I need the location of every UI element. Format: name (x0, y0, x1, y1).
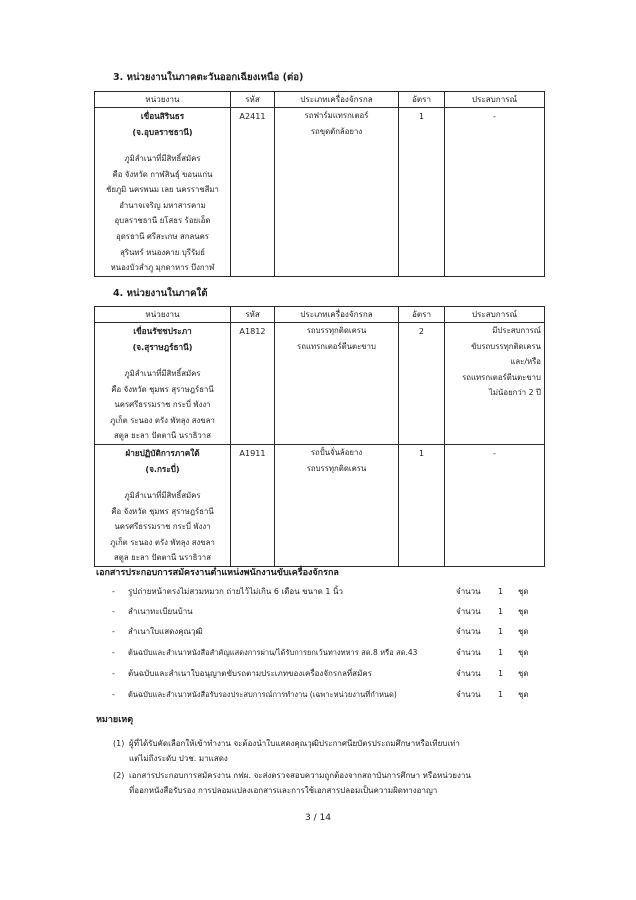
experience-line: มีประสบการณ์ (492, 326, 541, 335)
quantity-unit: ชุด (518, 690, 529, 699)
header-rate: อัตรา (399, 92, 445, 108)
quantity: 1 (498, 690, 504, 699)
machine-line: รถขุดตักล้อยาง (310, 126, 363, 136)
bullet-dash: - (112, 627, 115, 636)
experience-line: - (493, 447, 496, 458)
area-line: สตูล ยะลา ปัตตานี นราธิวาส (114, 431, 211, 441)
table-header-row (95, 307, 545, 323)
machine-type-cell (275, 444, 399, 566)
remark-note (113, 736, 533, 766)
note-label: (2) (113, 771, 125, 780)
unit-name: เขื่อนรัชชประภา (133, 326, 192, 336)
note-line: ที่ออกหนังสือรับรอง การปลอมแปลงเอกสารและการใช้เอกสารปลอมเป็นความผิดทางอาญา (129, 786, 438, 795)
remark-note (113, 768, 533, 798)
document-text: สำเนาทะเบียนบ้าน (128, 607, 193, 616)
eligible-area (98, 488, 227, 566)
remarks-title: หมายเหตุ (96, 715, 134, 725)
area-line: สุรินทร์ หนองคาย บุรีรัมย์ (120, 247, 205, 257)
area-line: ภูมิลำเนาที่มีสิทธิ์สมัคร (124, 369, 201, 378)
code-cell: A1812 (231, 323, 275, 445)
note-label: (1) (113, 739, 125, 748)
document-item (112, 687, 532, 703)
note-body (129, 768, 533, 798)
bullet-dash: - (112, 607, 115, 616)
area-line: นครศรีธรรมราช กระบี่ พังงา (114, 522, 211, 532)
area-line: อุบลราชธานี ยโสธร ร้อยเอ็ด (114, 216, 211, 226)
header-machine-type: ประเภทเครื่องจักรกล (275, 92, 399, 108)
quantity-unit: ชุด (518, 587, 529, 596)
document-item (112, 584, 532, 600)
document-text: สำเนาใบแสดงคุณวุฒิ (128, 627, 203, 636)
amount-label: จำนวน (456, 627, 481, 636)
quantity-unit: ชุด (518, 627, 529, 636)
page-number: 3 / 14 (305, 813, 331, 823)
area-line: ภูมิลำเนาที่มีสิทธิ์สมัคร (124, 154, 201, 163)
area-line: คือ จังหวัด ชุมพร สุราษฎร์ธานี (111, 384, 214, 394)
experience-cell (445, 108, 545, 277)
note-line: เอกสารประกอบการสมัครงาน กฟผ. จะส่งตรวจสอบความถูกต้องจากสถาบันการศึกษา หรือหน่วยงาน (129, 771, 471, 780)
bullet-dash: - (112, 669, 115, 678)
unit-province: (จ.อุบลราชธานี) (132, 127, 193, 137)
experience-line: ขับรถบรรทุกติดเครน (471, 341, 541, 351)
area-line: ภูเก็ต ระนอง ตรัง พัทลุง สงขลา (110, 415, 215, 425)
area-line: ภูเก็ต ระนอง ตรัง พัทลุง สงขลา (110, 537, 215, 547)
document-item (112, 604, 532, 620)
section-4-title: 4. หน่วยงานในภาคใต้ (113, 288, 208, 299)
document-text: ต้นฉบับและสำเนาใบอนุญาตขับรถตามประเภทของเครื่องจักรกลที่สมัคร (128, 669, 372, 678)
quantity: 1 (498, 587, 504, 596)
quantity-unit: ชุด (518, 607, 529, 616)
note-line: แต่ไม่ถึงระดับ ปวช. มาแสดง (129, 754, 228, 763)
document-text: รูปถ่ายหน้าตรงไม่สวมหมวก ถ่ายไว้ไม่เกิน 6 เดือน ขนาด 1 นิ้ว (128, 587, 343, 596)
unit-province: (จ.สุราษฎร์ธานี) (132, 342, 193, 352)
machine-type-cell (275, 108, 399, 277)
rate-cell: 1 (399, 108, 445, 277)
area-line: อุดรธานี ศรีสะเกษ สกลนคร (116, 231, 209, 241)
area-line: ภูมิลำเนาที่มีสิทธิ์สมัคร (124, 490, 201, 500)
rate-cell: 1 (399, 444, 445, 566)
amount-label: จำนวน (456, 669, 481, 678)
amount-label: จำนวน (456, 690, 481, 699)
header-experience: ประสบการณ์ (445, 307, 545, 323)
area-line: ชัยภูมิ นครพนม เลย นครราชสีมา (106, 185, 219, 195)
area-line: คือ จังหวัด ชุมพร สุราษฎร์ธานี (111, 506, 214, 516)
document-text: ต้นฉบับและสำเนาหนังสือสำคัญแสดงการผ่าน/ได้รับการยกเว้นทางทหาร สด.8 หรือ สด.43 (128, 648, 418, 657)
bullet-dash: - (112, 690, 115, 699)
experience-line: - (493, 111, 496, 121)
table-row (95, 108, 545, 277)
experience-line: และ/หรือ (510, 357, 541, 367)
unit-name: เขื่อนสิรินธร (140, 111, 185, 121)
experience-cell (445, 323, 545, 445)
quantity: 1 (498, 669, 504, 678)
eligible-area (98, 366, 227, 444)
machine-line: รถปั้นจั่นล้อยาง (310, 447, 363, 457)
bullet-dash: - (112, 648, 115, 657)
quantity: 1 (498, 648, 504, 657)
document-item (112, 666, 532, 682)
code-cell: A2411 (231, 108, 275, 277)
table-row (95, 444, 545, 566)
machine-type-cell (275, 323, 399, 445)
experience-line: ไม่น้อยกว่า 2 ปี (489, 388, 541, 398)
note-body (129, 736, 533, 766)
header-machine-type: ประเภทเครื่องจักรกล (275, 307, 399, 323)
document-text: ต้นฉบับและสำเนาหนังสือรับรองประสบการณ์การทำงาน (เฉพาะหน่วยงานที่กำหนด) (128, 690, 397, 699)
header-rate: อัตรา (399, 307, 445, 323)
header-code: รหัส (231, 307, 275, 323)
document-item (112, 624, 532, 640)
unit-cell (95, 444, 231, 566)
header-experience: ประสบการณ์ (445, 92, 545, 108)
note-line: ผู้ที่ได้รับคัดเลือกให้เข้าทำงาน จะต้องนำใบแสดงคุณวุฒิประกาศนียบัตรประถมศึกษาหรือเทียบเท่า (129, 739, 460, 748)
table-row (95, 323, 545, 445)
section-3-title: 3. หน่วยงานในภาคตะวันออกเฉียงเหนือ (ต่อ) (113, 72, 304, 83)
amount-label: จำนวน (456, 607, 481, 616)
unit-cell (95, 108, 231, 277)
unit-cell (95, 323, 231, 445)
bullet-dash: - (112, 587, 115, 596)
rate-cell: 2 (399, 323, 445, 445)
machine-line: รถบรรทุกติดเครน (306, 463, 367, 473)
section-3-table (94, 91, 545, 277)
experience-cell (445, 444, 545, 566)
header-unit: หน่วยงาน (95, 92, 231, 108)
unit-name: ฝ่ายปฏิบัติการภาคใต้ (125, 447, 200, 458)
machine-line: รถบรรทุกติดเครน (306, 326, 367, 335)
experience-line: รถแทรกเตอร์ตีนตะขาบ (462, 372, 541, 382)
section-4-table (94, 306, 545, 567)
header-code: รหัส (231, 92, 275, 108)
quantity-unit: ชุด (518, 648, 529, 657)
quantity: 1 (498, 607, 504, 616)
area-line: อำนาจเจริญ มหาสารคาม (119, 200, 206, 210)
amount-label: จำนวน (456, 587, 481, 596)
quantity: 1 (498, 627, 504, 636)
machine-line: รถแทรกเตอร์ตีนตะขาบ (297, 341, 376, 351)
machine-line: รถฟาร์มแทรกเตอร์ (304, 111, 369, 120)
code-cell: A1911 (231, 444, 275, 566)
area-line: คือ จังหวัด กาฬสินธุ์ ขอนแก่น (112, 169, 213, 179)
area-line: หนองบัวลำภู มุกดาหาร บึงกาฬ (110, 263, 215, 273)
area-line: นครศรีธรรมราช กระบี่ พังงา (114, 400, 211, 410)
documents-title: เอกสารประกอบการสมัครงานตำแหน่งพนักงานขับเครื่องจักรกล (96, 568, 339, 578)
eligible-area (98, 151, 227, 276)
document-item (112, 645, 532, 661)
unit-province: (จ.กระบี่) (145, 463, 180, 474)
quantity-unit: ชุด (518, 669, 529, 678)
amount-label: จำนวน (456, 648, 481, 657)
table-header-row (95, 92, 545, 108)
header-unit: หน่วยงาน (95, 307, 231, 323)
area-line: สตูล ยะลา ปัตตานี นราธิวาส (114, 553, 211, 563)
